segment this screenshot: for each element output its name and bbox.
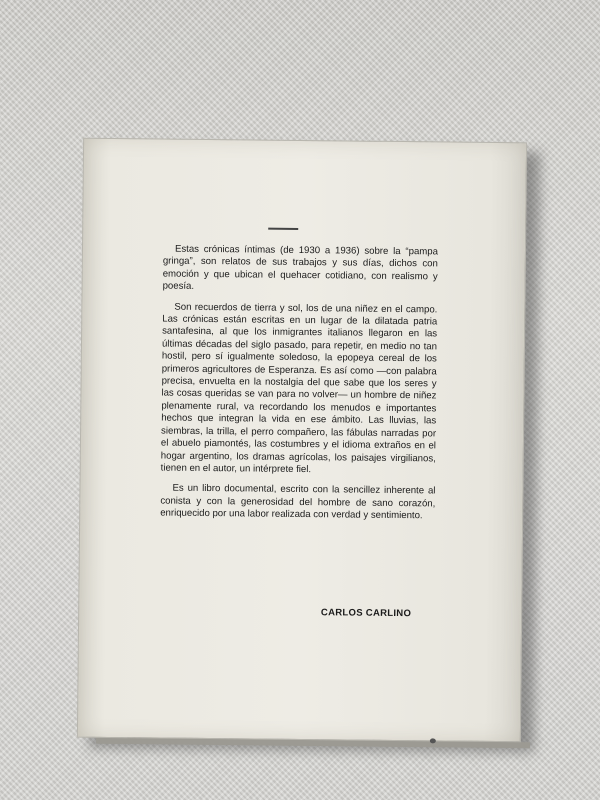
corner-mark	[430, 738, 436, 743]
blurb-paragraph-2: Son recuerdos de tierra y sol, los de una niñez en el campo. Las crónicas están escritas en un lugar de la dilatada patria santafesina, al que los inmigrantes italianos llegaron en las últimas décadas del siglo pasado, para repetir, en medio no tan hostil, pero sí igualmente soledoso, la epopeya cereal de los primeros agricultores de Esperanza. Es así como —con palabra precisa, envuelta en la nostalgia del que sabe que los seres y las cosas queridas se van para no volver— un hombre de niñez plenamente rural, va recordando los menudos e importantes hechos que integran la vida en ese ámbito. Las lluvias, las siembras, la trilla, el perro compañero, las fábulas narradas por el abuelo piamontés, las costumbres y el idioma extraños en el hogar argentino, los dramas agrícolas, los paisajes virgilianos, tienen en el autor, un intérprete fiel.	[160, 301, 438, 476]
decorative-dash	[268, 228, 298, 230]
book-back-cover	[77, 138, 527, 743]
blurb-paragraph-1: Estas crónicas íntimas (de 1930 a 1936) sobre la “pampa gringa”, son relatos de sus trabajos y sus días, dichos con emoción y que ubican el quehacer cotidiano, con realismo y poesía.	[162, 243, 439, 293]
blurb-paragraph-3: Es un libro documental, escrito con la sencillez inherente al conista y con la generosidad del hombre de sano corazón, enriquecido por una labor realizada con verdad y sentimiento.	[160, 482, 436, 522]
blurb-text	[160, 244, 438, 531]
author-signature: CARLOS CARLINO	[320, 607, 412, 620]
